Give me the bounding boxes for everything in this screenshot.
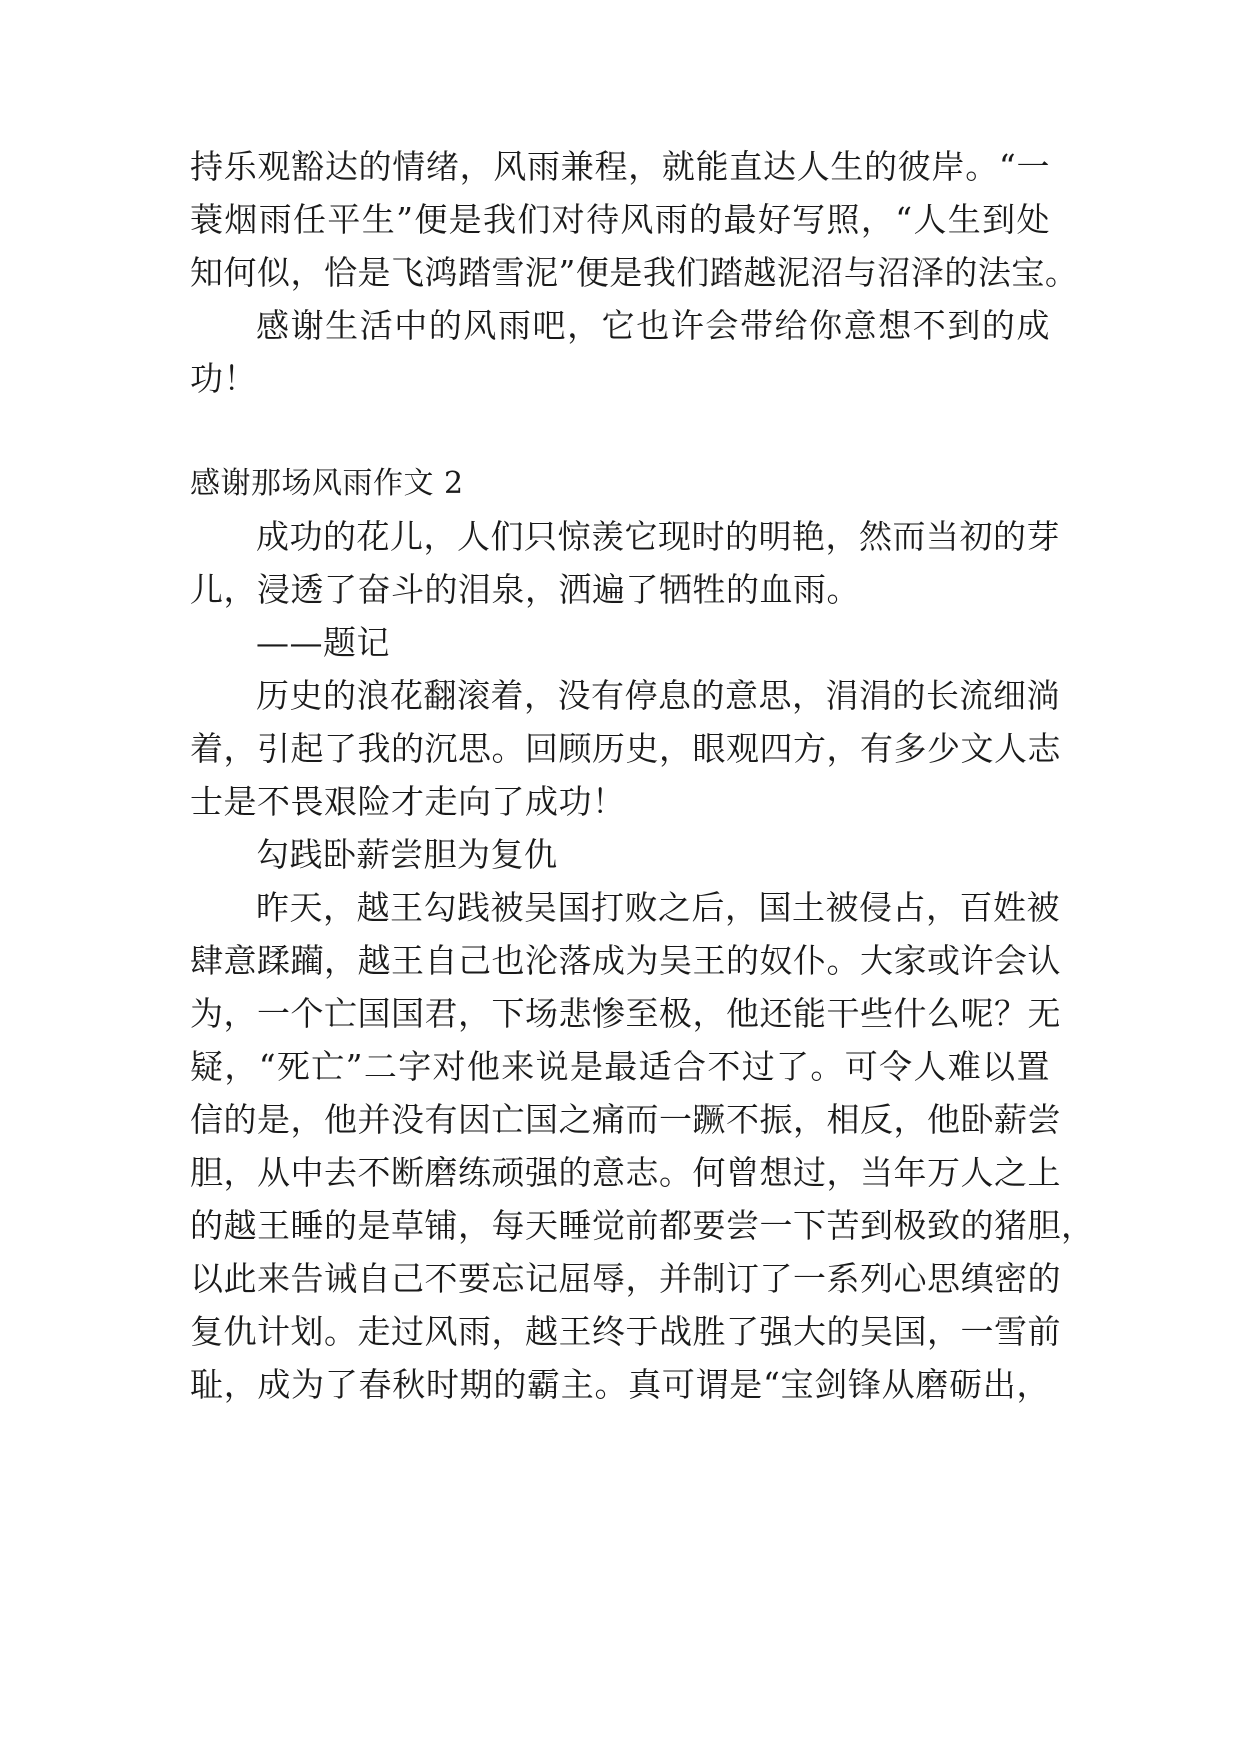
paragraph-line: 感谢生活中的风雨吧，它也许会带给你意想不到的成 xyxy=(256,306,1050,345)
paragraph-line: 蓑烟雨任平生”便是我们对待风雨的最好写照，“人生到处 xyxy=(190,200,1050,239)
paragraph-line: 历史的浪花翻滚着，没有停息的意思，涓涓的长流细淌 xyxy=(256,676,1060,715)
paragraph-line: 士是不畏艰险才走向了成功！ xyxy=(190,782,626,821)
paragraph-line: 儿，浸透了奋斗的泪泉，洒遍了牺牲的血雨。 xyxy=(190,570,860,609)
paragraph-line: 功！ xyxy=(190,359,257,398)
paragraph-line: 胆，从中去不断磨练顽强的意志。何曾想过，当年万人之上 xyxy=(190,1153,1061,1192)
paragraph-line: 着，引起了我的沉思。回顾历史，眼观四方，有多少文人志 xyxy=(190,729,1061,768)
section-heading: 感谢那场风雨作文 2 xyxy=(190,466,464,501)
paragraph-line: 以此来告诫自己不要忘记屈辱，并制订了一系列心思缜密的 xyxy=(190,1259,1061,1298)
paragraph-line: 成功的花儿，人们只惊羡它现时的明艳，然而当初的芽 xyxy=(256,517,1060,556)
paragraph-line: 信的是，他并没有因亡国之痛而一蹶不振，相反，他卧薪尝 xyxy=(190,1100,1061,1139)
paragraph-line: 耻，成为了春秋时期的霸主。真可谓是“宝剑锋从磨砺出， xyxy=(190,1365,1050,1404)
paragraph-line: 肆意蹂躏，越王自己也沦落成为吴王的奴仆。大家或许会认 xyxy=(190,941,1061,980)
epigraph-attribution: ——题记 xyxy=(256,623,390,662)
paragraph-line: 疑，“死亡”二字对他来说是最适合不过了。可令人难以置 xyxy=(190,1047,1050,1086)
paragraph-line: 为，一个亡国国君，下场悲惨至极，他还能干些什么呢？无 xyxy=(190,994,1061,1033)
paragraph-line: 的越王睡的是草铺，每天睡觉前都要尝一下苦到极致的猪胆， xyxy=(190,1206,1095,1245)
paragraph-line: 知何似，恰是飞鸿踏雪泥”便是我们踏越泥沼与沼泽的法宝。 xyxy=(190,253,1079,292)
paragraph-line: 昨天，越王勾践被吴国打败之后，国土被侵占，百姓被 xyxy=(256,888,1060,927)
paragraph-line: 持乐观豁达的情绪，风雨兼程，就能直达人生的彼岸。“一 xyxy=(190,147,1050,186)
subheading: 勾践卧薪尝胆为复仇 xyxy=(256,835,558,874)
paragraph-line: 复仇计划。走过风雨，越王终于战胜了强大的吴国，一雪前 xyxy=(190,1312,1061,1351)
